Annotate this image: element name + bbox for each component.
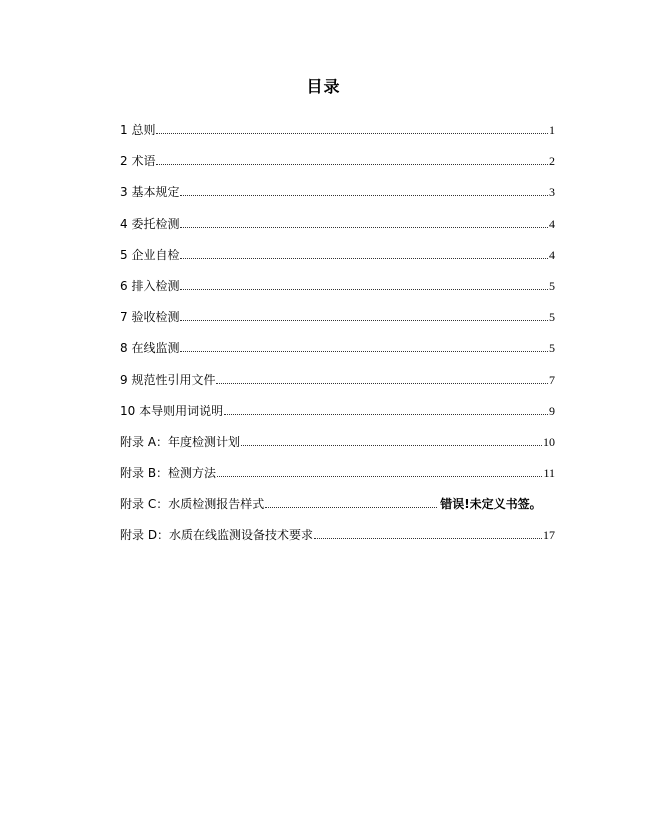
toc-entry-page: 1 [549, 123, 555, 137]
toc-entry-label: 1 总则 [120, 123, 156, 137]
toc-entry-4[interactable] [120, 216, 555, 247]
toc-entry-appendix-a[interactable] [120, 434, 555, 465]
toc-list [120, 122, 555, 559]
toc-entry-page: 7 [549, 372, 555, 387]
toc-dot-leader [180, 184, 548, 196]
toc-entry-label: 附录 A：年度检测计划 [120, 434, 241, 449]
toc-entry-5[interactable] [120, 247, 555, 278]
toc-entry-page: 11 [543, 466, 555, 481]
toc-dot-leader [265, 496, 437, 508]
toc-title: 目录 [306, 77, 341, 96]
toc-entry-7[interactable] [120, 309, 555, 340]
toc-entry-page: 5 [549, 310, 555, 325]
toc-entry-appendix-d[interactable] [120, 527, 555, 558]
toc-dot-leader [180, 247, 548, 259]
toc-entry-label: 5 企业自检 [120, 247, 180, 262]
toc-entry-page-error: 错误!未定义书签。 [440, 497, 542, 512]
toc-entry-9[interactable] [120, 372, 555, 403]
toc-dot-leader [180, 309, 548, 321]
toc-dot-leader [180, 216, 548, 228]
toc-entry-10[interactable] [120, 403, 555, 434]
toc-entry-page: 2 [549, 154, 555, 169]
toc-entry-label: 附录 B：检测方法 [120, 466, 217, 481]
toc-dot-leader [217, 465, 542, 477]
toc-dot-leader [224, 403, 548, 415]
toc-entry-page: 5 [549, 278, 555, 293]
toc-entry-page: 9 [549, 403, 555, 418]
toc-entry-page: 10 [543, 434, 555, 449]
toc-entry-3[interactable] [120, 184, 555, 215]
toc-entry-page: 4 [549, 216, 555, 231]
toc-dot-leader [180, 340, 548, 352]
toc-entry-6[interactable] [120, 278, 555, 309]
toc-dot-leader [180, 278, 548, 290]
toc-entry-8[interactable] [120, 340, 555, 371]
toc-entry-label: 4 委托检测 [120, 216, 180, 231]
toc-entry-label: 10 本导则用词说明 [120, 403, 224, 418]
toc-entry-label: 2 术语 [120, 154, 156, 169]
toc-dot-leader [314, 527, 542, 539]
toc-entry-1[interactable] [120, 122, 555, 153]
toc-entry-label: 3 基本规定 [120, 185, 180, 200]
toc-entry-label: 9 规范性引用文件 [120, 372, 216, 387]
toc-entry-appendix-c[interactable] [120, 496, 555, 527]
toc-entry-label: 8 在线监测 [120, 341, 180, 356]
toc-dot-leader [156, 122, 548, 134]
toc-dot-leader [216, 372, 548, 384]
toc-entry-label: 6 排入检测 [120, 278, 180, 293]
toc-entry-label: 附录 C：水质检测报告样式 [120, 497, 265, 512]
toc-entry-2[interactable] [120, 153, 555, 184]
toc-dot-leader [156, 153, 548, 165]
toc-entry-page: 4 [549, 247, 555, 262]
toc-entry-page: 17 [543, 528, 555, 543]
toc-dot-leader [241, 434, 542, 446]
toc-entry-label: 7 验收检测 [120, 310, 180, 325]
toc-entry-label: 附录 D：水质在线监测设备技术要求 [120, 528, 314, 543]
toc-entry-appendix-b[interactable] [120, 465, 555, 496]
toc-entry-page: 5 [549, 341, 555, 356]
toc-entry-page: 3 [549, 185, 555, 200]
